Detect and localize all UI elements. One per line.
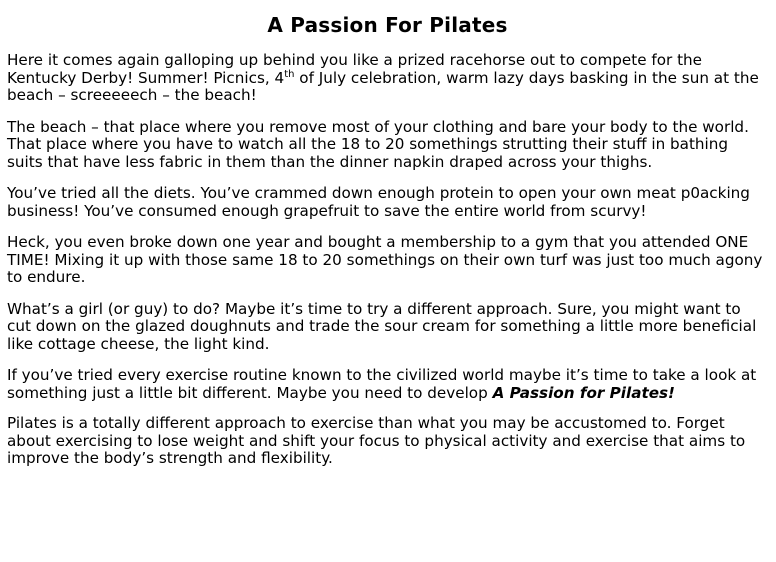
document-title: A Passion For Pilates (267, 13, 508, 37)
paragraph-6 (7, 367, 768, 402)
paragraph-2: The beach – that place where you remove most of your clothing and bare your body to the world. That place where you have to watch all the 18 to 20 somethings strutting their stuff in bathing suits that have less fabric in them than the dinner napkin draped across your thighs. (7, 117, 749, 171)
paragraph-7: Pilates is a totally different approach to exercise than what you may be accustomed to. Forget about exercising to lose weight and shift your focus to physical activity and exercise that aims to improve the body’s strength and flexibility. (7, 414, 746, 467)
paragraph-6-text: If you’ve tried every exercise routine known to the civilized world maybe it’s time to take a look at something just a little bit different. Maybe you need to develop (7, 366, 757, 402)
paragraph-1 (7, 52, 768, 105)
paragraph-1-text-b: of July celebration, warm lazy days basking in the sun at the beach – screeeeech – the beach! (7, 68, 759, 104)
paragraph-4: Heck, you even broke down one year and bought a membership to a gym that you attended ONE TIME! Mixing it up with those same 18 to 20 somethings on their own turf was just too much agony to endure. (7, 233, 763, 286)
paragraph-3: You’ve tried all the diets. You’ve crammed down enough protein to open your own meat p0acking business! You’ve consumed enough grapefruit to save the entire world from scurvy! (7, 184, 750, 220)
ordinal-suffix: th (284, 68, 295, 80)
paragraph-5: What’s a girl (or guy) to do? Maybe it’s time to try a different approach. Sure, you might want to cut down on the glazed doughnuts and trade the sour cream for something a little more beneficial like cottage cheese, the light kind. (7, 299, 757, 353)
emphasis-title: A Passion for Pilates! (492, 383, 675, 402)
paragraph-1-text-a: Here it comes again galloping up behind you like a prized racehorse out to compete for the Kentucky Derby! Summer! Picnics, 4 (7, 51, 703, 87)
